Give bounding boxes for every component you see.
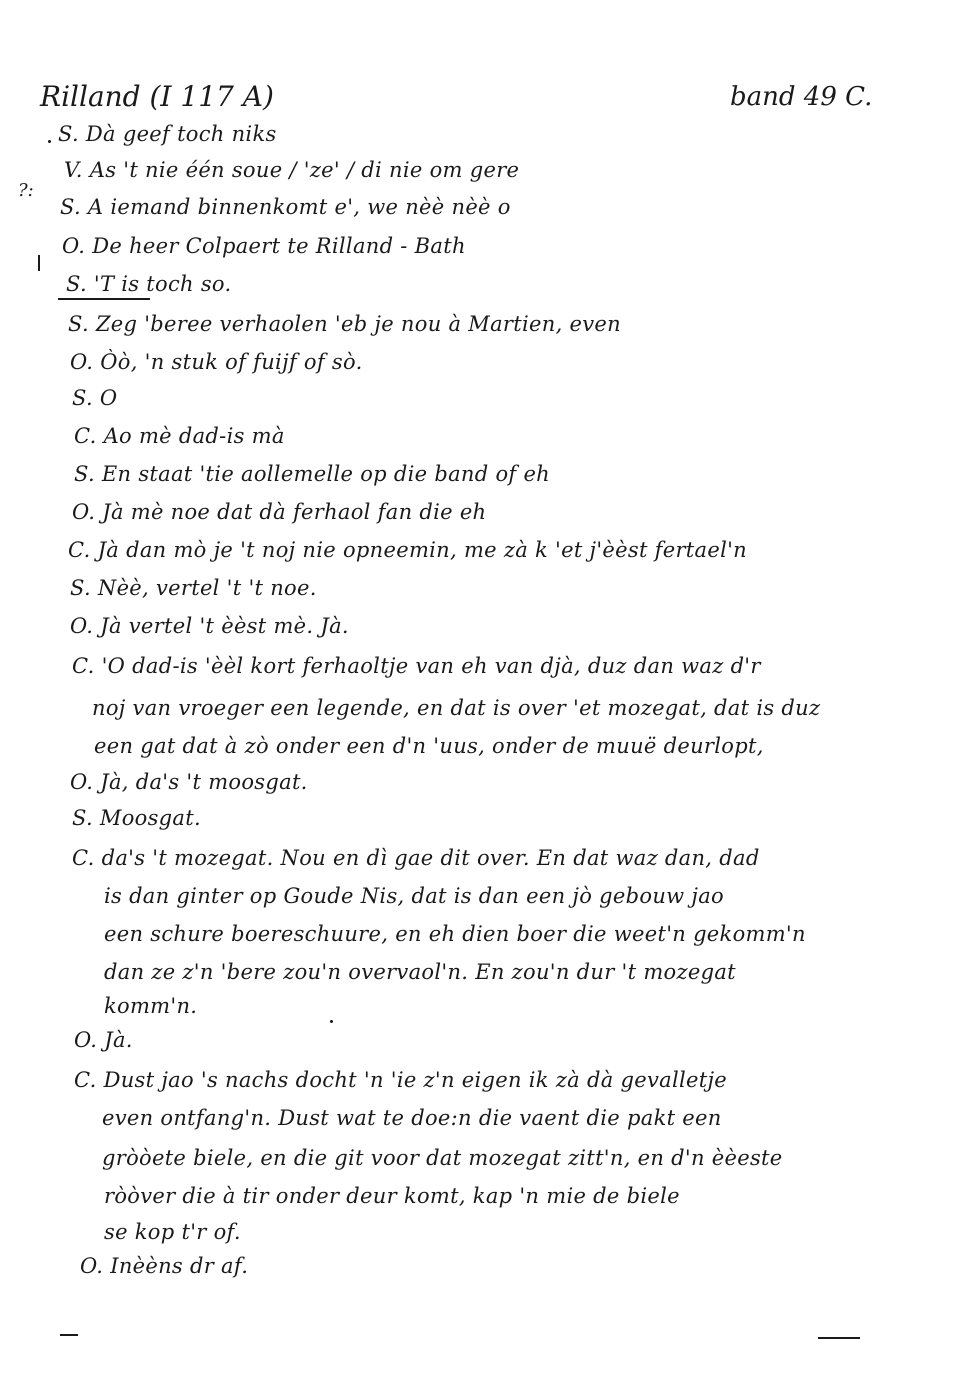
underline-rule [58, 298, 150, 300]
transcript-line: se kop t'r of. [104, 1220, 241, 1244]
transcript-line: S. O [72, 386, 118, 410]
margin-tick [38, 255, 40, 271]
footer-rule-left [60, 1334, 78, 1336]
transcript-line: S. En staat 'tie aollemelle op die band of eh [74, 462, 550, 486]
transcript-line: even ontfang'n. Dust wat te doe:n die vaent die pakt een [102, 1106, 722, 1130]
transcript-line: C. 'O dad-is 'èèl kort ferhaoltje van eh van djà, duz dan waz d'r [72, 654, 761, 678]
transcript-line: C. Jà dan mò je 't noj nie opneemin, me zà k 'et j'èèst fertael'n [68, 538, 748, 562]
transcript-line: O. Jà mè noe dat dà ferhaol fan die eh [72, 500, 487, 524]
transcript-line: gròòete biele, en die git voor dat mozegat zitt'n, en d'n èèeste [102, 1146, 783, 1170]
transcript-line: O. De heer Colpaert te Rilland - Bath [62, 234, 466, 258]
transcript-line: O. Jà vertel 't èèst mè. Jà. [70, 614, 349, 638]
margin-question-mark: ?: [18, 180, 34, 201]
transcript-line: O. Òò, 'n stuk of fuijf of sò. [70, 350, 363, 374]
transcript-line: C. Dust jao 's nachs docht 'n 'ie z'n eigen ik zà dà gevalletje [74, 1068, 727, 1092]
transcript-line: O. Jà. [74, 1028, 133, 1052]
transcript-line: een schure boereschuure, en eh dien boer die weet'n gekomm'n [104, 922, 806, 946]
transcript-line: S. Dà geef toch niks [58, 122, 277, 146]
transcript-line: C. da's 't mozegat. Nou en dì gae dit over. En dat waz dan, dad [72, 846, 760, 870]
transcript-line: noj van vroeger een legende, en dat is over 'et mozegat, dat is duz [92, 696, 821, 720]
transcript-line: ròòver die à tir onder deur komt, kap 'n mie de biele [104, 1184, 680, 1208]
footer-rule-right [818, 1337, 860, 1339]
transcript-line: S. Moosgat. [72, 806, 201, 830]
stray-dot [330, 1020, 333, 1023]
transcript-line: O. Inèèns dr af. [80, 1254, 249, 1278]
transcript-line: S. Zeg 'beree verhaolen 'eb je nou à Martien, even [68, 312, 621, 336]
transcript-line: S. A iemand binnenkomt e', we nèè nèè o [60, 195, 511, 219]
transcript-line: S. 'T is toch so. [66, 272, 232, 296]
transcript-line: is dan ginter op Goude Nis, dat is dan een jò gebouw jao [104, 884, 724, 908]
document-title: Rilland (I 117 A) [40, 80, 274, 113]
band-number: band 49 C. [730, 82, 873, 112]
transcript-line: C. Ao mè dad-is mà [74, 424, 285, 448]
transcript-line: O. Jà, da's 't moosgat. [70, 770, 308, 794]
transcript-line: V. As 't nie één soue / 'ze' / di nie om gere [64, 158, 520, 182]
transcript-line: S. Nèè, vertel 't 't noe. [70, 576, 317, 600]
transcript-line: dan ze z'n 'bere zou'n overvaol'n. En zou'n dur 't mozegat [104, 960, 736, 984]
transcript-line: komm'n. [104, 994, 198, 1018]
transcript-line: een gat dat à zò onder een d'n 'uus, onder de muuë deurlopt, [94, 734, 764, 758]
margin-dot [48, 140, 51, 143]
